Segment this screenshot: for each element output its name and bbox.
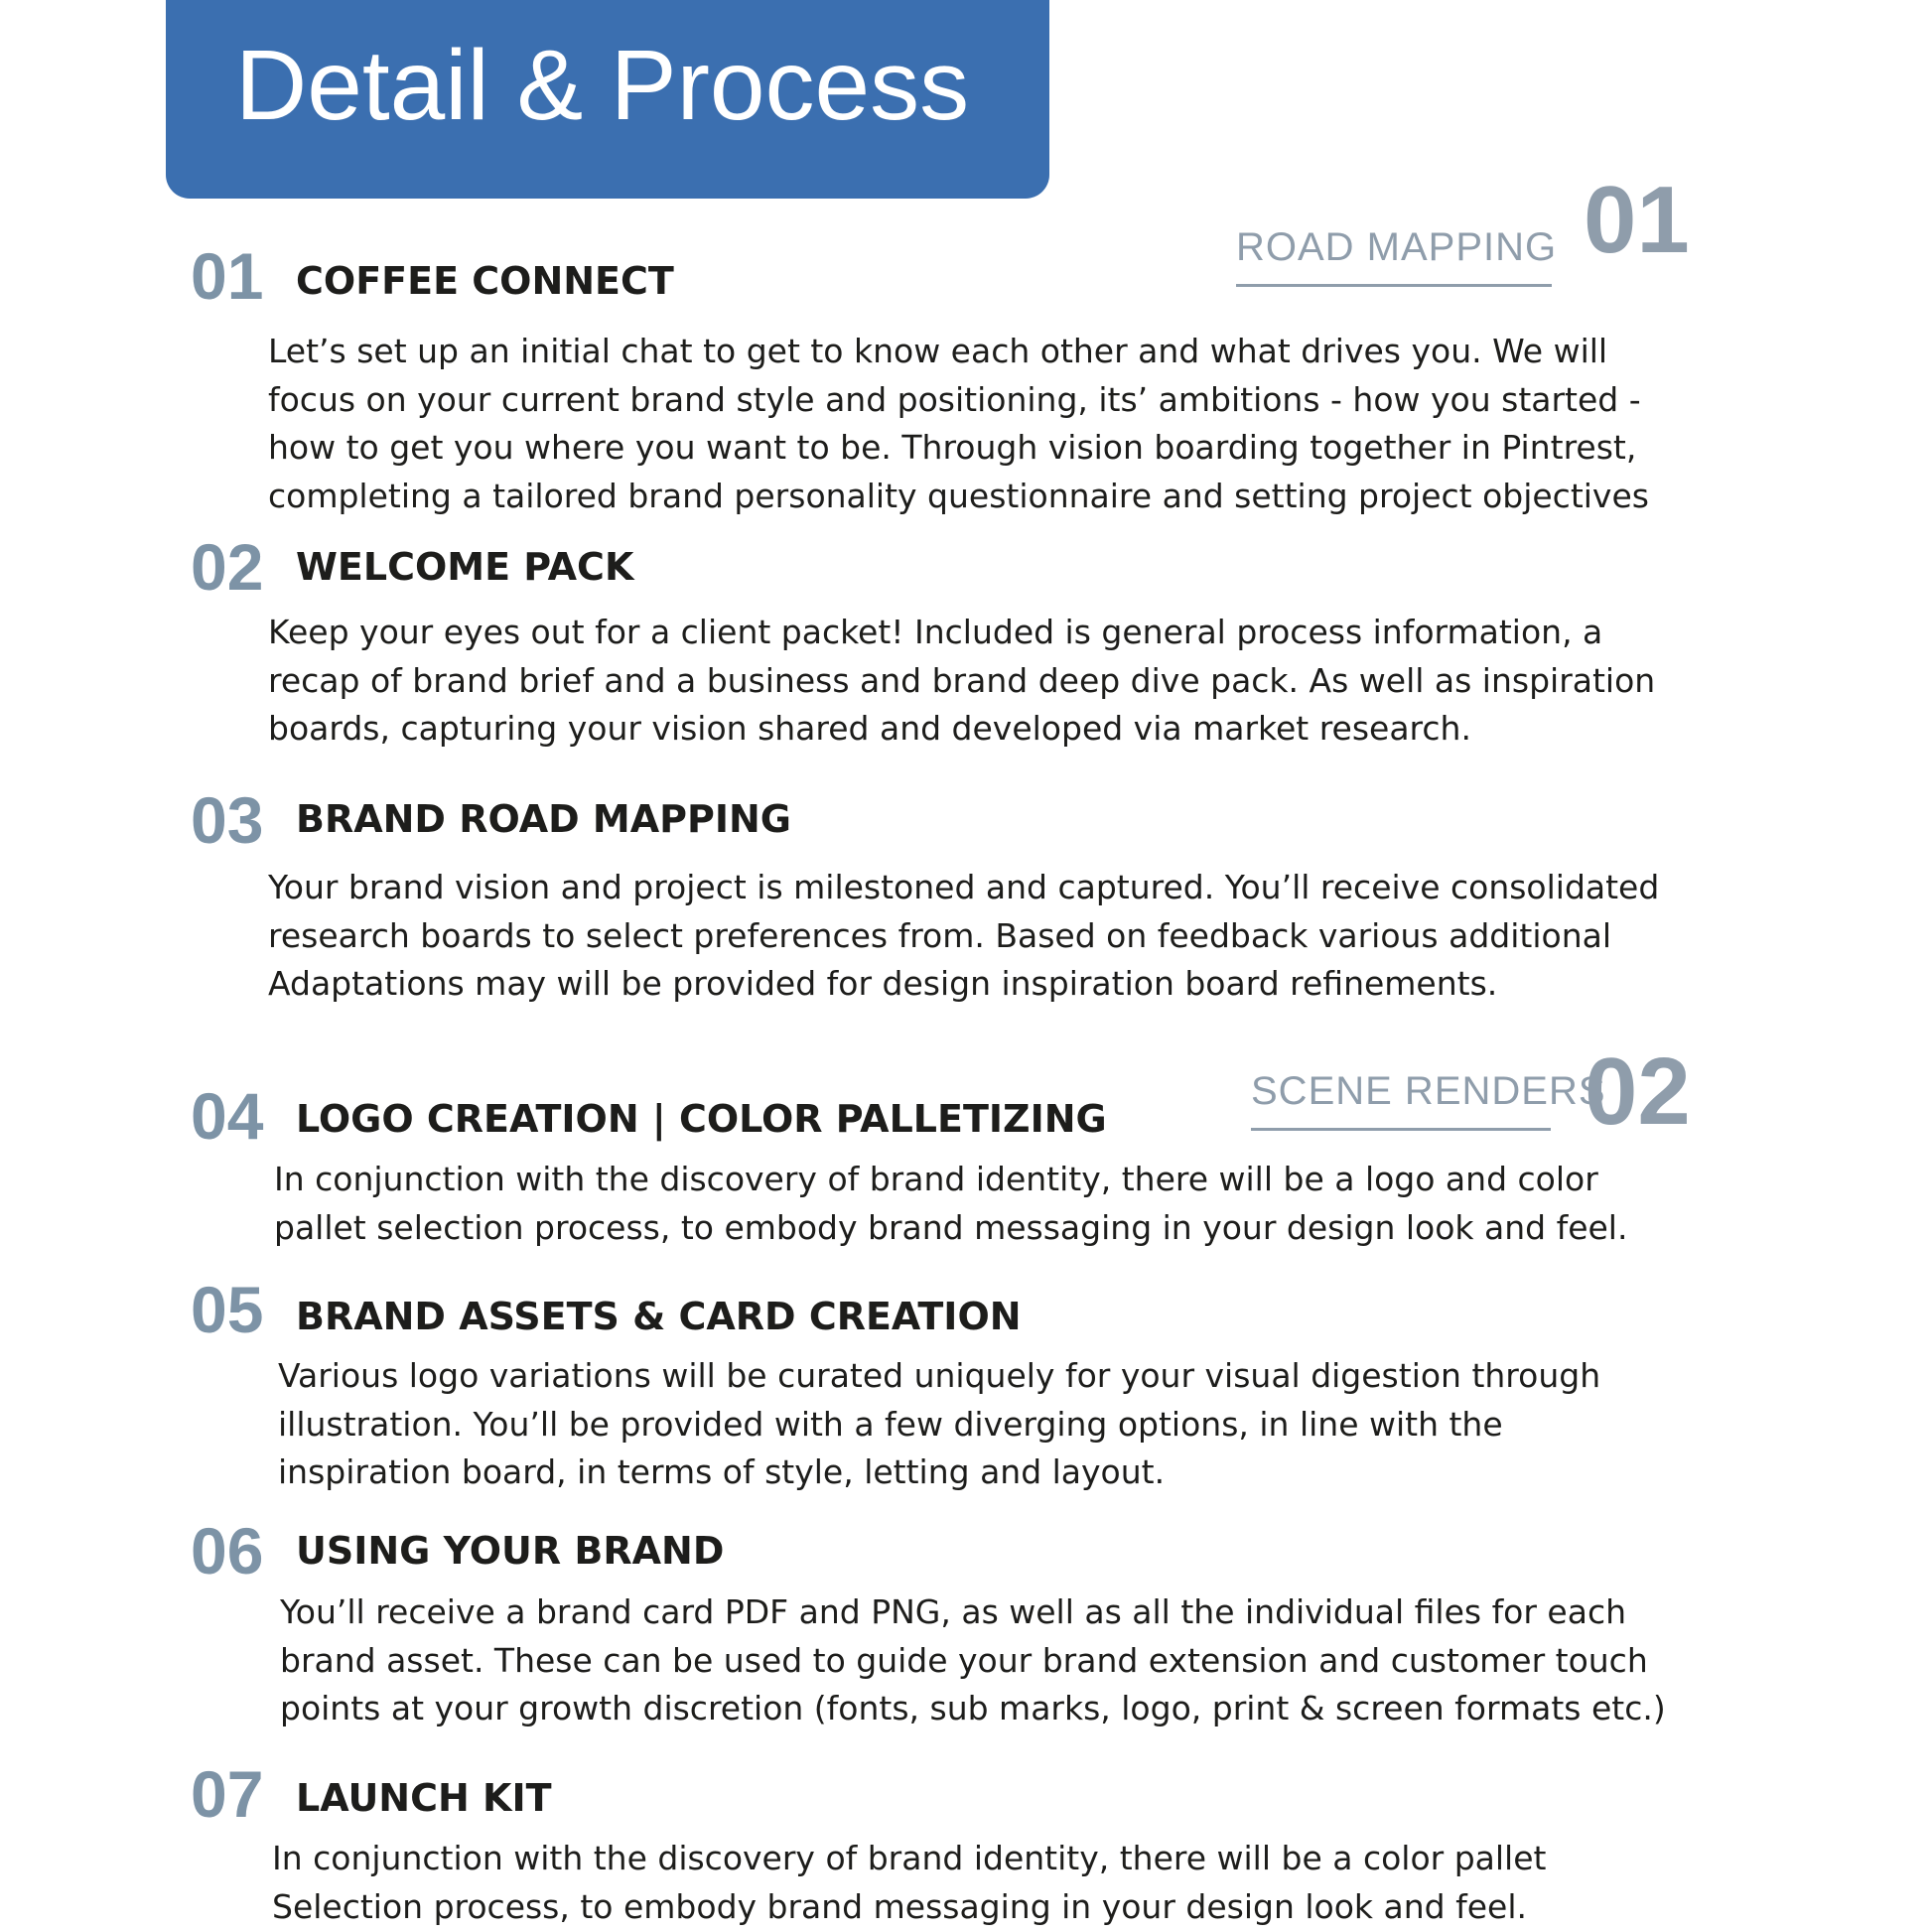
step-description <box>268 609 1655 754</box>
phase-marker-scene-renders <box>1251 1038 1708 1173</box>
step-number: 04 <box>191 1079 264 1153</box>
description-line: Selection process, to embody brand messaging in your design look and feel. <box>272 1886 1527 1926</box>
description-line: Various logo variations will be curated uniquely for your visual digestion through <box>278 1356 1601 1395</box>
step-number: 01 <box>191 239 264 313</box>
step-number: 03 <box>191 783 264 857</box>
phase-divider <box>1251 1128 1551 1131</box>
description-line: Let’s set up an initial chat to get to know each other and what drives you. We will <box>268 332 1608 370</box>
step-description <box>274 1156 1627 1252</box>
step-title: LAUNCH KIT <box>296 1776 552 1820</box>
step-title: BRAND ASSETS & CARD CREATION <box>296 1295 1022 1338</box>
step-number: 07 <box>191 1757 264 1831</box>
description-line: points at your growth discretion (fonts, sub marks, logo, print & screen formats etc.) <box>280 1689 1666 1727</box>
description-line: Keep your eyes out for a client packet! Included is general process information, a <box>268 613 1603 651</box>
step-number: 02 <box>191 530 264 604</box>
description-line: how to get you where you want to be. Through vision boarding together in Pintrest, <box>268 428 1637 467</box>
description-line: In conjunction with the discovery of brand identity, there will be a logo and color <box>274 1160 1598 1198</box>
phase-label: ROAD MAPPING <box>1236 225 1558 269</box>
description-line: In conjunction with the discovery of brand identity, there will be a color pallet <box>272 1839 1547 1877</box>
step-title: USING YOUR BRAND <box>296 1529 725 1573</box>
step-description <box>278 1352 1600 1497</box>
description-line: Adaptations may will be provided for design inspiration board refinements. <box>268 964 1498 1003</box>
phase-label: SCENE RENDERS <box>1251 1069 1606 1113</box>
phase-marker-road-mapping <box>1236 169 1693 298</box>
step-title: LOGO CREATION | COLOR PALLETIZING <box>296 1097 1107 1141</box>
step-description <box>268 328 1649 520</box>
description-line: completing a tailored brand personality questionnaire and setting project objectives <box>268 476 1649 515</box>
header-banner <box>166 0 1049 199</box>
step-description <box>280 1588 1666 1733</box>
phase-number: 01 <box>1584 167 1690 273</box>
step-number: 05 <box>191 1273 264 1346</box>
step-title: WELCOME PACK <box>296 545 634 589</box>
phase-number: 02 <box>1585 1038 1691 1145</box>
description-line: boards, capturing your vision shared and developed via market research. <box>268 709 1471 748</box>
description-line: inspiration board, in terms of style, letting and layout. <box>278 1452 1166 1491</box>
description-line: Your brand vision and project is milestoned and captured. You’ll receive consolidated <box>268 868 1660 906</box>
step-title: COFFEE CONNECT <box>296 259 674 303</box>
description-line: recap of brand brief and a business and brand deep dive pack. As well as inspiration <box>268 660 1656 700</box>
step-description <box>272 1835 1546 1931</box>
description-line: illustration. You’ll be provided with a few diverging options, in line with the <box>278 1404 1503 1444</box>
description-line: focus on your current brand style and positioning, its’ ambitions - how you started - <box>268 379 1641 419</box>
description-line: You’ll receive a brand card PDF and PNG, as well as all the individual files for each <box>280 1592 1627 1631</box>
step-title: BRAND ROAD MAPPING <box>296 797 791 841</box>
description-line: research boards to select preferences from. Based on feedback various additional <box>268 915 1611 955</box>
description-line: pallet selection process, to embody brand messaging in your design look and feel. <box>274 1207 1628 1247</box>
description-line: brand asset. These can be used to guide your brand extension and customer touch <box>280 1640 1648 1680</box>
step-description <box>268 864 1659 1009</box>
step-number: 06 <box>191 1514 264 1587</box>
page-title: Detail & Process <box>235 30 970 141</box>
phase-divider <box>1236 284 1552 287</box>
